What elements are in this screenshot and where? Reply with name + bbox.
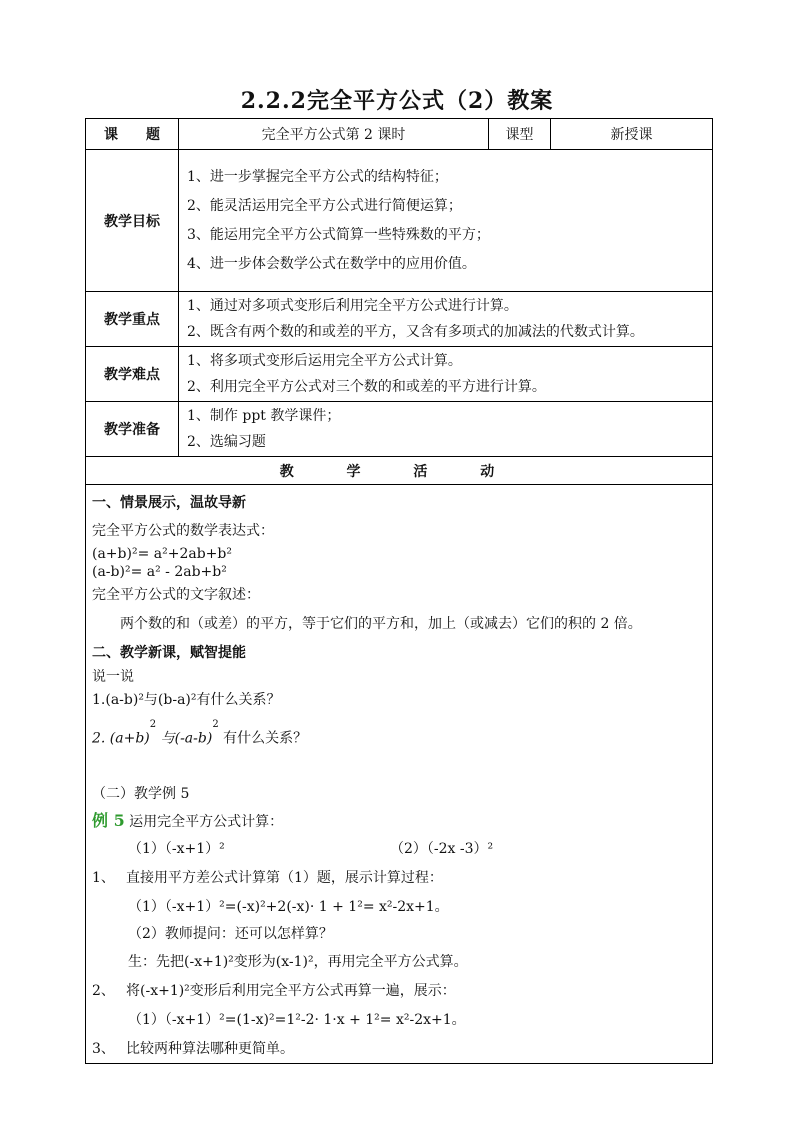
goal-item: 2、能灵活运用完全平方公式进行简便运算； (187, 197, 462, 214)
difficulties-label: 教学难点 (86, 347, 179, 402)
step-1-question: （2）教师提问：还可以怎样算？ (128, 926, 333, 942)
step-1-number: 1、 (92, 870, 115, 886)
example-problem-1: （1）（-x+1）² (128, 841, 225, 857)
section-2-heading: 二、教学新课，赋智提能 (92, 645, 246, 661)
document-title: 2.2.2完全平方公式（2）教案 (240, 88, 554, 114)
preparation-item: 1、制作 ppt 教学课件； (187, 408, 341, 424)
type-label: 课型 (489, 119, 551, 150)
example-task: 运用完全平方公式计算： (124, 814, 284, 830)
row-key-points (86, 292, 713, 347)
step-2 (92, 977, 706, 1005)
preparation-list (179, 402, 713, 457)
difficulty-item: 1、将多项式变形后运用完全平方公式计算。 (187, 353, 462, 369)
step-2-number: 2、 (92, 983, 115, 999)
step-3 (92, 1035, 706, 1063)
step-2-text: 将(-x+1)²变形后利用完全平方公式再算一遍，展示： (126, 983, 456, 999)
question-2-part-a: 2. (a+b) (92, 730, 150, 747)
exponent: 2 (212, 719, 219, 730)
difficulty-item: 2、利用完全平方公式对三个数的和或差的平方进行计算。 (187, 379, 546, 395)
example-label: 例 5 (92, 811, 125, 830)
preparation-item: 2、选编习题 (187, 434, 266, 450)
row-goals (86, 150, 713, 292)
text-statement-label: 完全平方公式的文字叙述： (92, 587, 260, 603)
step-1-calc: （1）（-x+1）²=(-x)²+2(-x)· 1 + 1²= x²-2x+1。 (128, 899, 449, 915)
goal-item: 1、进一步掌握完全平方公式的结构特征； (187, 168, 448, 185)
question-2-part-b: 与(-a-b) (156, 730, 213, 747)
example-problems (92, 835, 706, 863)
question-2-part-c: 有什么关系？ (218, 730, 308, 747)
text-statement: 两个数的和（或差）的平方，等于它们的平方和，加上（或减去）它们的积的 2 倍。 (120, 616, 642, 632)
topic-value: 完全平方公式第 2 课时 (179, 119, 489, 150)
exponent: 2 (149, 719, 157, 730)
activities-header: 教 学 活 动 (86, 457, 713, 485)
example-5 (92, 807, 706, 835)
topic-label: 课 题 (86, 119, 179, 150)
step-1-text: 直接用平方差公式计算第（1）题，展示计算过程： (126, 870, 443, 886)
key-points-list (179, 292, 713, 347)
formula-intro: 完全平方公式的数学表达式： (92, 523, 274, 539)
goals-label: 教学目标 (86, 150, 179, 292)
lesson-plan-table (85, 118, 713, 1064)
goals-list (179, 150, 713, 292)
key-point-item: 2、既含有两个数的和或差的平方，又含有多项式的加减法的代数式计算。 (187, 324, 644, 340)
formula-sum: (a+b)²= a²+2ab+b² (92, 546, 232, 562)
goal-item: 4、进一步体会数学公式在数学中的应用价值。 (187, 255, 476, 272)
step-3-number: 3、 (92, 1041, 115, 1057)
formula-diff: (a-b)²= a² - 2ab+b² (92, 564, 227, 580)
example-heading: （二）教学例 5 (92, 786, 190, 802)
step-3-text: 比较两种算法哪种更简单。 (126, 1041, 294, 1057)
row-difficulties (86, 347, 713, 402)
preparation-label: 教学准备 (86, 402, 179, 457)
key-point-item: 1、通过对多项式变形后利用完全平方公式进行计算。 (187, 298, 518, 314)
step-1-answer: 生：先把(-x+1)²变形为(x-1)²，再用完全平方公式算。 (128, 954, 468, 970)
row-topic (86, 119, 713, 150)
activities-content (86, 485, 713, 1064)
row-activities-header (86, 457, 713, 485)
section-1-heading: 一、情景展示，温故导新 (92, 495, 246, 511)
goal-item: 3、能运用完全平方公式简算一些特殊数的平方； (187, 226, 490, 243)
example-problem-2: （2）（-2x -3）² (390, 841, 494, 857)
difficulties-list (179, 347, 713, 402)
row-activities-content (86, 485, 713, 1064)
type-value: 新授课 (551, 119, 713, 150)
row-preparation (86, 402, 713, 457)
question-2 (92, 713, 706, 753)
say-label: 说一说 (92, 669, 134, 685)
step-1 (92, 863, 706, 893)
key-points-label: 教学重点 (86, 292, 179, 347)
step-2-calc: （1）（-x+1）²=(1-x)²=1²-2· 1·x + 1²= x²-2x+1。 (128, 1012, 466, 1028)
question-1: 1.(a-b)²与(b-a)²有什么关系？ (92, 692, 281, 708)
